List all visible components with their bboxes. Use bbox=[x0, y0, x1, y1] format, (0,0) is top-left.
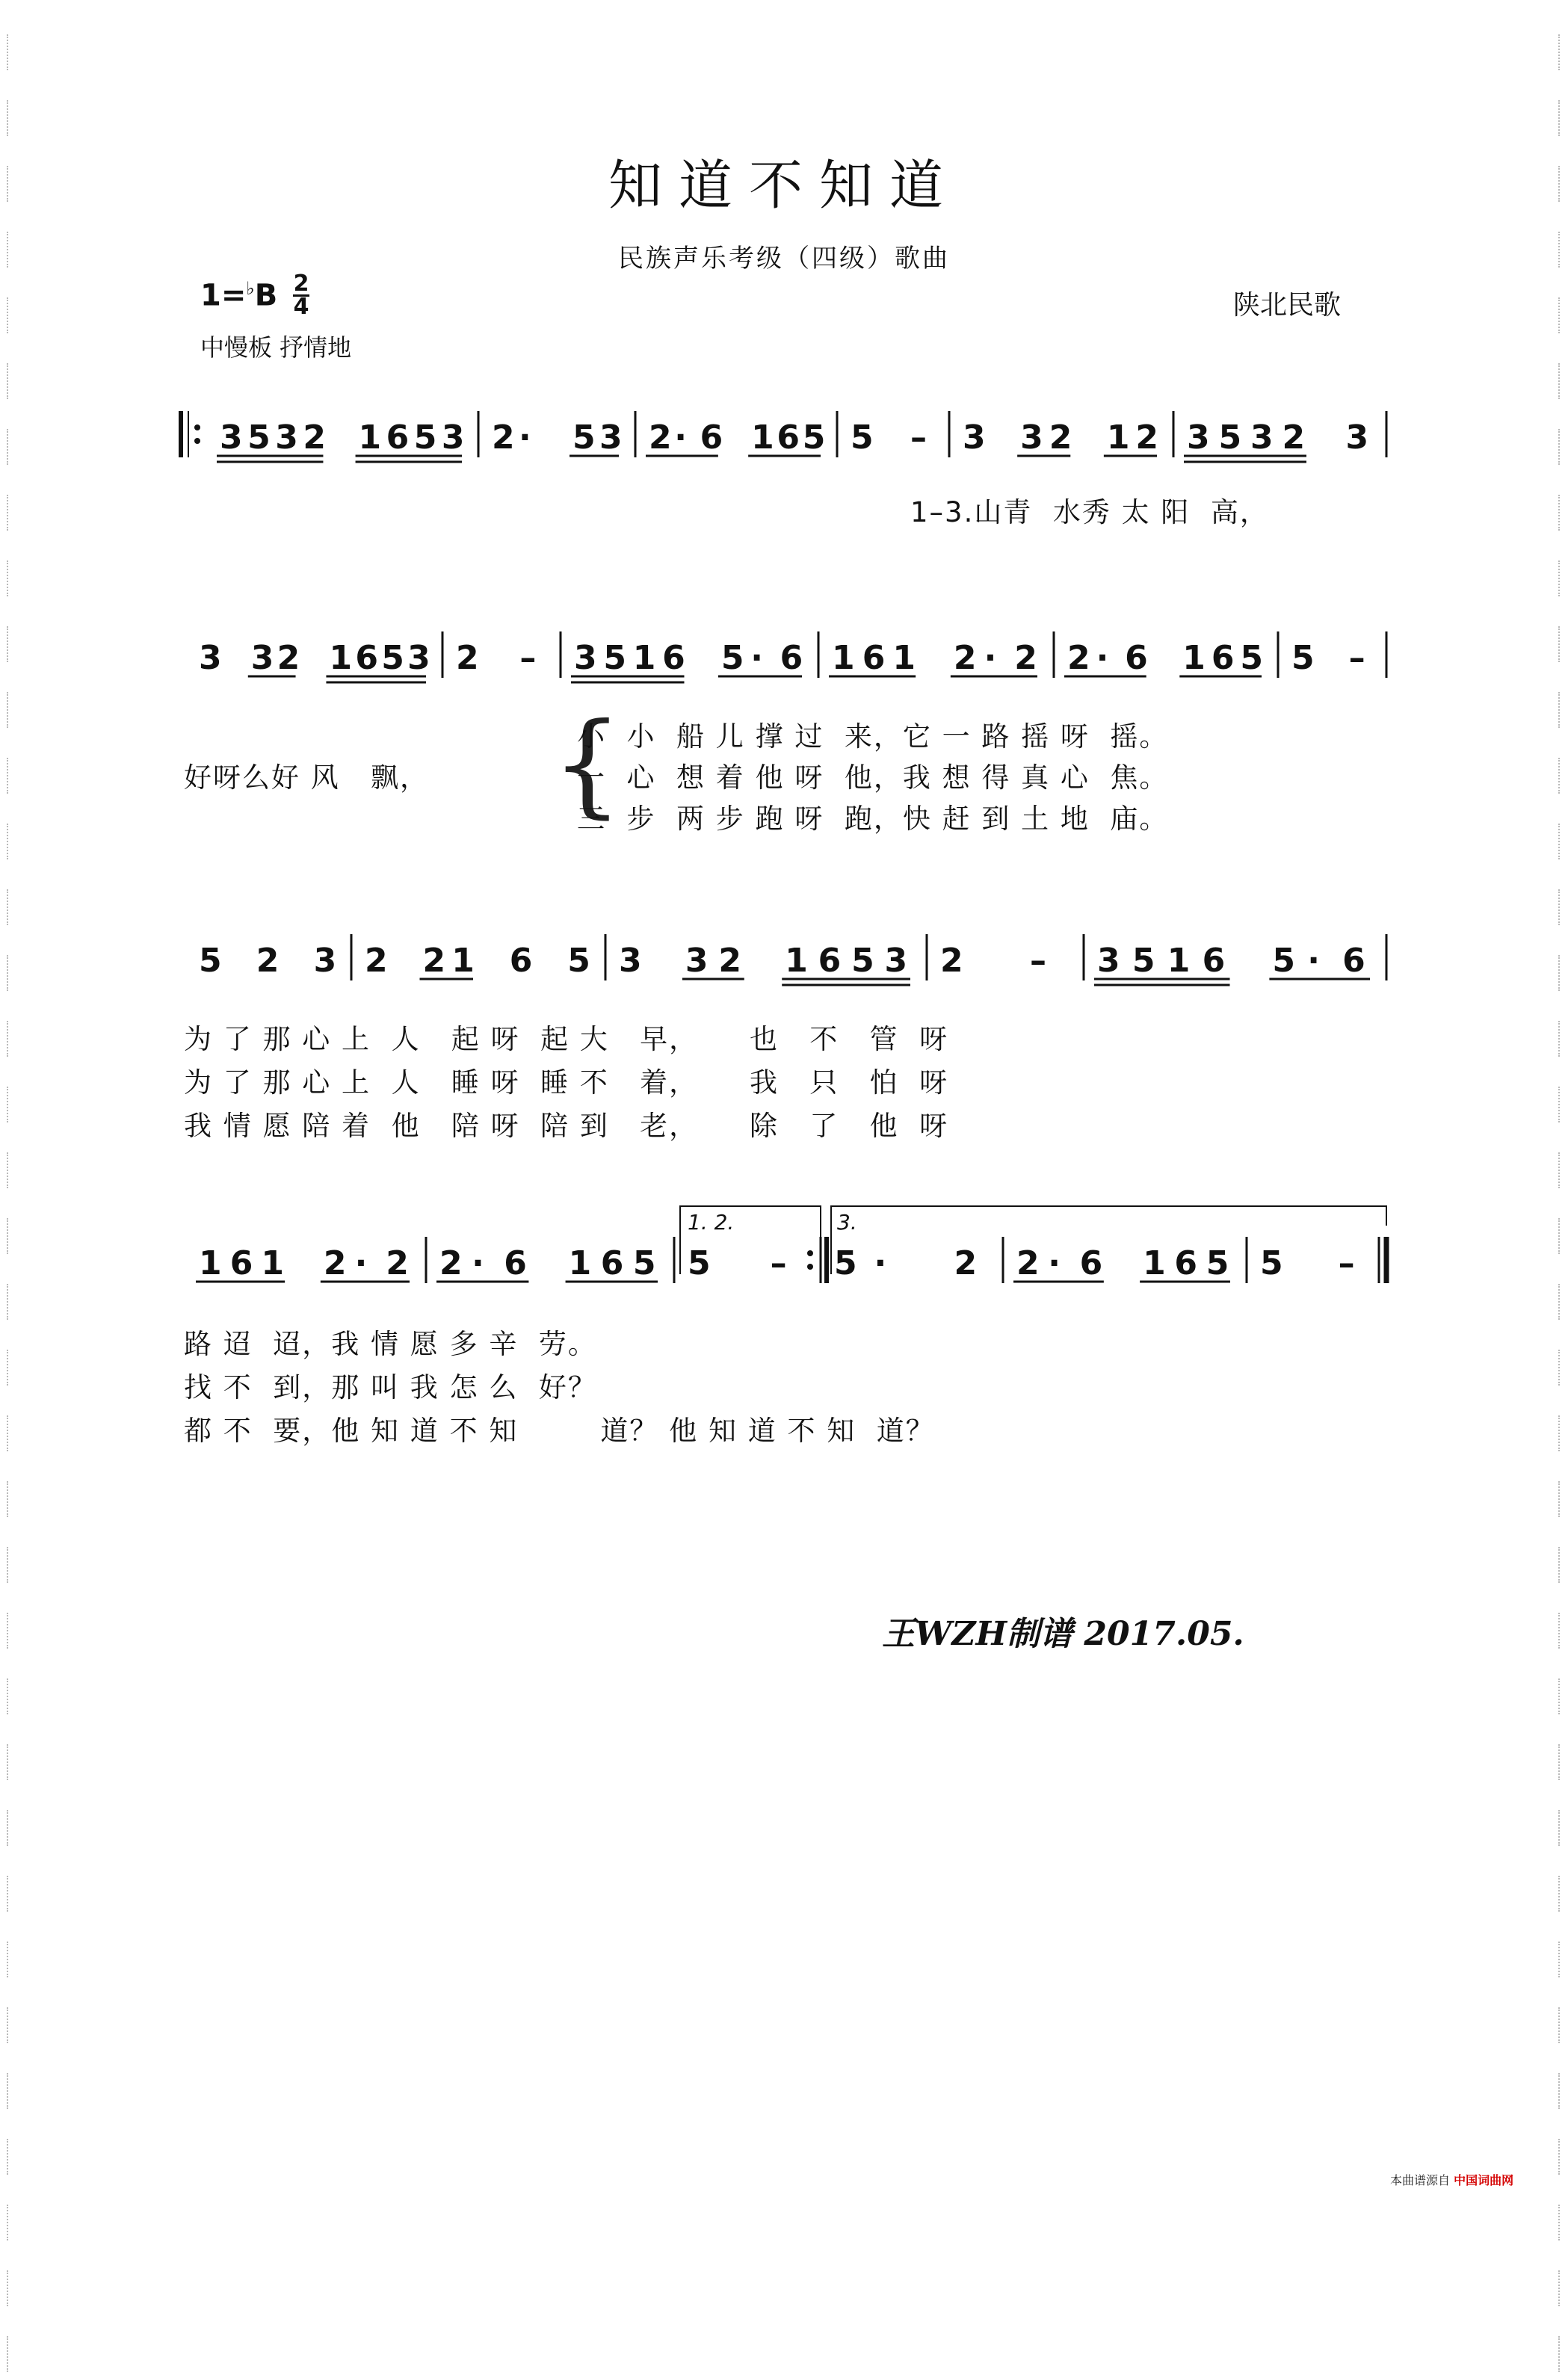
note: 6 bbox=[777, 419, 800, 457]
note: 3 bbox=[599, 419, 623, 457]
volta-1-label: 1. 2. bbox=[688, 1210, 735, 1235]
note: 2 bbox=[456, 639, 479, 677]
note: 5 bbox=[851, 419, 874, 457]
note: 6 bbox=[780, 639, 803, 677]
note: 2 bbox=[1016, 1244, 1040, 1282]
note: 2 bbox=[1282, 419, 1306, 457]
note: 3 bbox=[407, 639, 430, 677]
note: 1 bbox=[568, 1244, 592, 1282]
lyric-system-1: 1–3.山青 水秀 太 阳 高， bbox=[910, 496, 1269, 528]
measure bbox=[851, 419, 927, 457]
note: 2 bbox=[439, 1244, 463, 1282]
note: 2 bbox=[365, 942, 388, 980]
lyric-system-2-intro: 好呀么好 风 飘， bbox=[184, 762, 430, 794]
note: 3 bbox=[1345, 419, 1369, 457]
lyric-system-3-verse-1: 为 了 那 心 上 人 起 呀 起 大 早， 也 不 管 呀 bbox=[184, 1023, 949, 1055]
note: 1 bbox=[261, 1244, 285, 1282]
lyric-system-4-verse-2: 找 不 到，那 叫 我 怎 么 好？ bbox=[184, 1371, 597, 1403]
note: 5 bbox=[381, 639, 404, 677]
measure bbox=[1064, 639, 1263, 677]
measure bbox=[963, 419, 1158, 457]
note: 3 bbox=[963, 419, 986, 457]
note: · bbox=[354, 1244, 368, 1282]
note: 5 bbox=[1272, 942, 1295, 980]
note: 5 bbox=[688, 1244, 711, 1282]
measure bbox=[456, 639, 536, 677]
note: 3 bbox=[884, 942, 908, 980]
measure bbox=[217, 419, 465, 462]
system-3 bbox=[199, 934, 1386, 985]
note: 6 bbox=[1211, 639, 1235, 677]
note: 5 bbox=[834, 1244, 857, 1282]
note: · bbox=[1096, 639, 1109, 677]
note: 1 bbox=[1143, 1244, 1166, 1282]
note: · bbox=[519, 419, 531, 457]
measure bbox=[1013, 1244, 1230, 1282]
measure bbox=[646, 419, 825, 457]
note: 6 bbox=[818, 942, 842, 980]
note: 2 bbox=[323, 1244, 347, 1282]
note: 5 bbox=[199, 942, 222, 980]
note: 5 bbox=[1132, 942, 1155, 980]
note: 1 bbox=[1167, 942, 1191, 980]
note: 2 bbox=[954, 1244, 978, 1282]
song-origin: 陕北民歌 bbox=[1233, 290, 1342, 321]
system-2 bbox=[199, 631, 1386, 682]
measure bbox=[829, 639, 1037, 677]
lyric-system-2-verse-3: 三 步 两 步 跑 呀 跑，快 赶 到 土 地 庙。 bbox=[577, 803, 1169, 835]
note: 2 bbox=[940, 942, 963, 980]
system-4 bbox=[196, 1237, 1386, 1283]
note: 2 bbox=[492, 419, 515, 457]
note: 2 bbox=[1049, 419, 1072, 457]
note: 2 bbox=[1135, 419, 1159, 457]
note: 6 bbox=[700, 419, 723, 457]
note: 5 bbox=[632, 1244, 656, 1282]
note: · bbox=[1307, 942, 1320, 980]
song-title: 知道不知道 bbox=[608, 154, 960, 217]
note: 5 bbox=[1206, 1244, 1229, 1282]
lyric-system-4-verse-3: 都 不 要，他 知 道 不 知 道？ 他 知 道 不 知 道？ bbox=[184, 1415, 935, 1447]
lyric-system-3-verse-2: 为 了 那 心 上 人 睡 呀 睡 不 着， 我 只 怕 呀 bbox=[184, 1066, 949, 1099]
note: 6 bbox=[386, 419, 410, 457]
measure bbox=[199, 942, 336, 980]
note: 3 bbox=[199, 639, 222, 677]
verse-brace: { bbox=[552, 699, 623, 830]
note: 6 bbox=[1342, 942, 1365, 980]
measure bbox=[199, 639, 430, 682]
note: – bbox=[1338, 1244, 1355, 1282]
note: 5 bbox=[720, 639, 744, 677]
note: – bbox=[770, 1244, 787, 1282]
lyric-system-3-verse-3: 我 情 愿 陪 着 他 陪 呀 陪 到 老， 除 了 他 呀 bbox=[184, 1110, 949, 1142]
note: · bbox=[1048, 1244, 1061, 1282]
note: 5 bbox=[1240, 639, 1264, 677]
note: · bbox=[674, 419, 688, 457]
source-note: 本曲谱源自 中国词曲网 bbox=[1390, 2173, 1514, 2187]
note: 1 bbox=[751, 419, 774, 457]
lyric-system-2-verse-1: 小 小 船 儿 撑 过 来，它 一 路 摇 呀 摇。 bbox=[577, 720, 1169, 753]
time-signature: 2 4 bbox=[293, 271, 309, 320]
lyric-system-4-verse-1: 路 迢 迢，我 情 愿 多 辛 劳。 bbox=[184, 1328, 597, 1360]
note: 3 bbox=[685, 942, 709, 980]
note: 6 bbox=[662, 639, 685, 677]
measure bbox=[940, 942, 1046, 980]
note: 1 bbox=[632, 639, 656, 677]
note: 2 bbox=[422, 942, 446, 980]
note: 3 bbox=[441, 419, 465, 457]
system-1 bbox=[181, 411, 1386, 462]
note: 1 bbox=[1106, 419, 1130, 457]
transcriber-credit: 王WZH制谱 2017.05. bbox=[882, 1615, 1244, 1653]
song-subtitle: 民族声乐考级（四级）歌曲 bbox=[618, 244, 950, 274]
note: 5 bbox=[567, 942, 590, 980]
measure bbox=[619, 942, 910, 985]
note: 6 bbox=[504, 1244, 527, 1282]
note: 3 bbox=[1097, 942, 1120, 980]
measure bbox=[1184, 419, 1368, 462]
note: 1 bbox=[358, 419, 382, 457]
note: 5 bbox=[413, 419, 437, 457]
note: 6 bbox=[1079, 1244, 1103, 1282]
note: 1 bbox=[329, 639, 353, 677]
note: 2 bbox=[649, 419, 672, 457]
volta-2-label: 3. bbox=[837, 1210, 857, 1235]
measure bbox=[492, 419, 623, 457]
note: 3 bbox=[250, 639, 274, 677]
note: 5 bbox=[1260, 1244, 1283, 1282]
measure bbox=[688, 1244, 787, 1282]
note: 5 bbox=[1218, 419, 1242, 457]
note: 6 bbox=[1174, 1244, 1198, 1282]
note: – bbox=[910, 419, 927, 457]
note: 3 bbox=[313, 942, 337, 980]
note: 2 bbox=[256, 942, 280, 980]
note: 2 bbox=[386, 1244, 409, 1282]
note: 3 bbox=[275, 419, 298, 457]
note: 3 bbox=[220, 419, 243, 457]
note: · bbox=[874, 1244, 887, 1282]
note: 1 bbox=[785, 942, 808, 980]
note: 5 bbox=[247, 419, 271, 457]
lyric-system-2-verse-2: 一 心 想 着 他 呀 他，我 想 得 真 心 焦。 bbox=[577, 762, 1169, 794]
note: 6 bbox=[509, 942, 533, 980]
note: · bbox=[472, 1244, 484, 1282]
note: – bbox=[519, 639, 537, 677]
note: 3 bbox=[1187, 419, 1210, 457]
note: 3 bbox=[1020, 419, 1043, 457]
note: 3 bbox=[619, 942, 642, 980]
note: 2 bbox=[1014, 639, 1037, 677]
measure bbox=[1094, 942, 1370, 985]
note: – bbox=[1030, 942, 1046, 980]
measure bbox=[196, 1244, 410, 1282]
note: 6 bbox=[1125, 639, 1148, 677]
note: 3 bbox=[574, 639, 597, 677]
note: 6 bbox=[1202, 942, 1226, 980]
tempo-marking: 中慢板 抒情地 bbox=[200, 333, 352, 362]
note: 1 bbox=[892, 639, 916, 677]
measure bbox=[1291, 639, 1365, 677]
note: 5 bbox=[1291, 639, 1315, 677]
measure bbox=[1260, 1244, 1355, 1282]
note: 2 bbox=[303, 419, 326, 457]
note: 1 bbox=[451, 942, 475, 980]
measure bbox=[571, 639, 803, 682]
note: 6 bbox=[355, 639, 378, 677]
note: · bbox=[750, 639, 763, 677]
note: – bbox=[1348, 639, 1365, 677]
note: 2 bbox=[1067, 639, 1090, 677]
note: 1 bbox=[1182, 639, 1206, 677]
key-signature: 1=♭B bbox=[200, 278, 278, 313]
measure bbox=[834, 1244, 977, 1282]
note: 2 bbox=[953, 639, 977, 677]
note: 5 bbox=[603, 639, 626, 677]
note: 5 bbox=[802, 419, 826, 457]
note: 6 bbox=[229, 1244, 253, 1282]
note: · bbox=[984, 639, 997, 677]
note: 6 bbox=[862, 639, 886, 677]
note: 2 bbox=[277, 639, 300, 677]
note: 1 bbox=[832, 639, 855, 677]
measure bbox=[436, 1244, 658, 1282]
note: 2 bbox=[718, 942, 741, 980]
note: 3 bbox=[1250, 419, 1274, 457]
note: 5 bbox=[572, 419, 596, 457]
note: 6 bbox=[600, 1244, 624, 1282]
measure bbox=[365, 942, 590, 980]
note: 1 bbox=[199, 1244, 222, 1282]
note: 5 bbox=[851, 942, 874, 980]
